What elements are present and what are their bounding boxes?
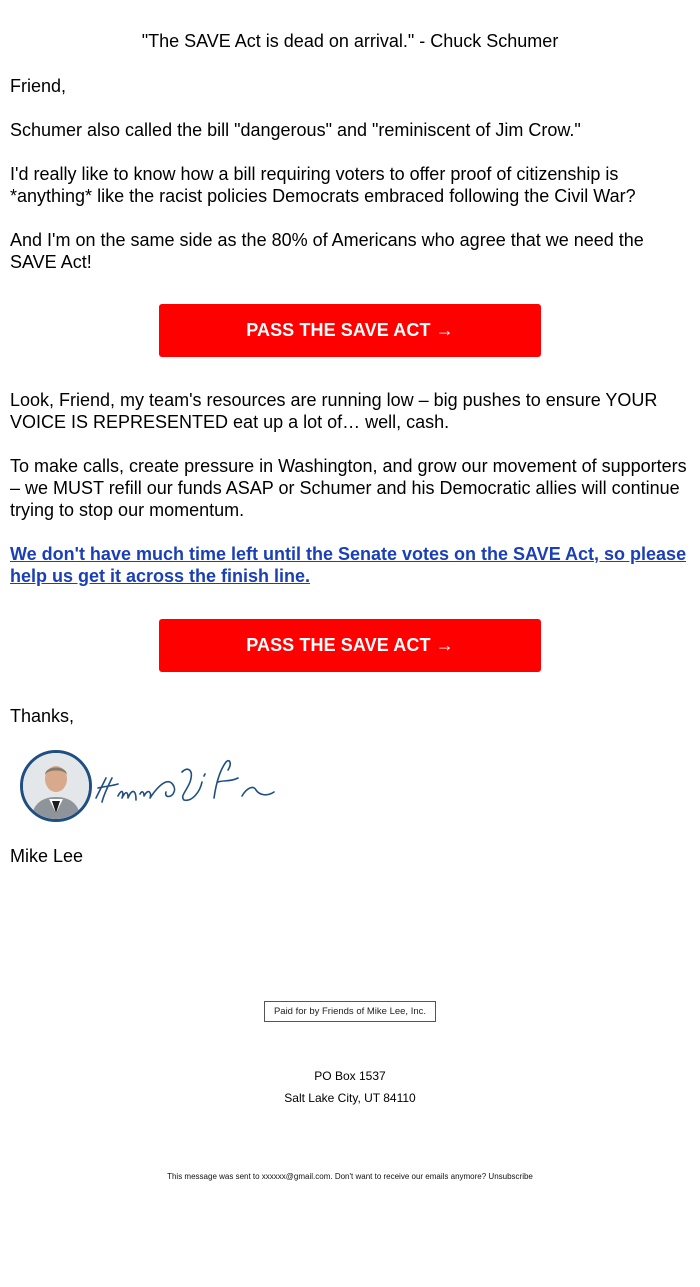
paragraph-refill-funds: To make calls, create pressure in Washington, and grow our movement of supporters – we MUST refill our funds ASAP or Schumer and his Democratic allies will continue trying to stop our momentum.: [10, 456, 687, 520]
quote-heading: "The SAVE Act is dead on arrival." - Chuck Schumer: [141, 31, 559, 51]
address-line-1: PO Box 1537: [314, 1069, 386, 1083]
paragraph-schumer-quote: Schumer also called the bill "dangerous" and "reminiscent of Jim Crow.": [10, 120, 581, 140]
signature-image: [92, 752, 277, 810]
senate-vote-link[interactable]: We don't have much time left until the Senate votes on the SAVE Act, so please help us get it across the finish line.: [10, 544, 687, 586]
address-line-2: Salt Lake City, UT 84110: [284, 1091, 416, 1105]
pass-save-act-button-2[interactable]: PASS THE SAVE ACT →: [159, 619, 541, 672]
signature-name: Mike Lee: [10, 846, 84, 866]
paragraph-resources-low: Look, Friend, my team's resources are running low – big pushes to ensure YOUR VOICE IS REPRESENTED eat up a lot of… well, cash.: [10, 390, 658, 432]
avatar: [20, 750, 92, 822]
unsubscribe-notice[interactable]: This message was sent to xxxxxx@gmail.com. Don't want to receive our emails anymore? Unsubscribe: [167, 1172, 533, 1181]
pass-save-act-button[interactable]: PASS THE SAVE ACT →: [159, 304, 541, 357]
paragraph-80-percent: And I'm on the same side as the 80% of Americans who agree that we need the SAVE Act!: [10, 230, 644, 272]
signoff: Thanks,: [10, 706, 75, 726]
greeting: Friend,: [10, 76, 67, 96]
paragraph-proof-of-citizenship: I'd really like to know how a bill requiring voters to offer proof of citizenship is *anything* like the racist policies Democrats embraced following the Civil War?: [10, 164, 636, 206]
paid-for-disclaimer: Paid for by Friends of Mike Lee, Inc.: [264, 1001, 436, 1022]
